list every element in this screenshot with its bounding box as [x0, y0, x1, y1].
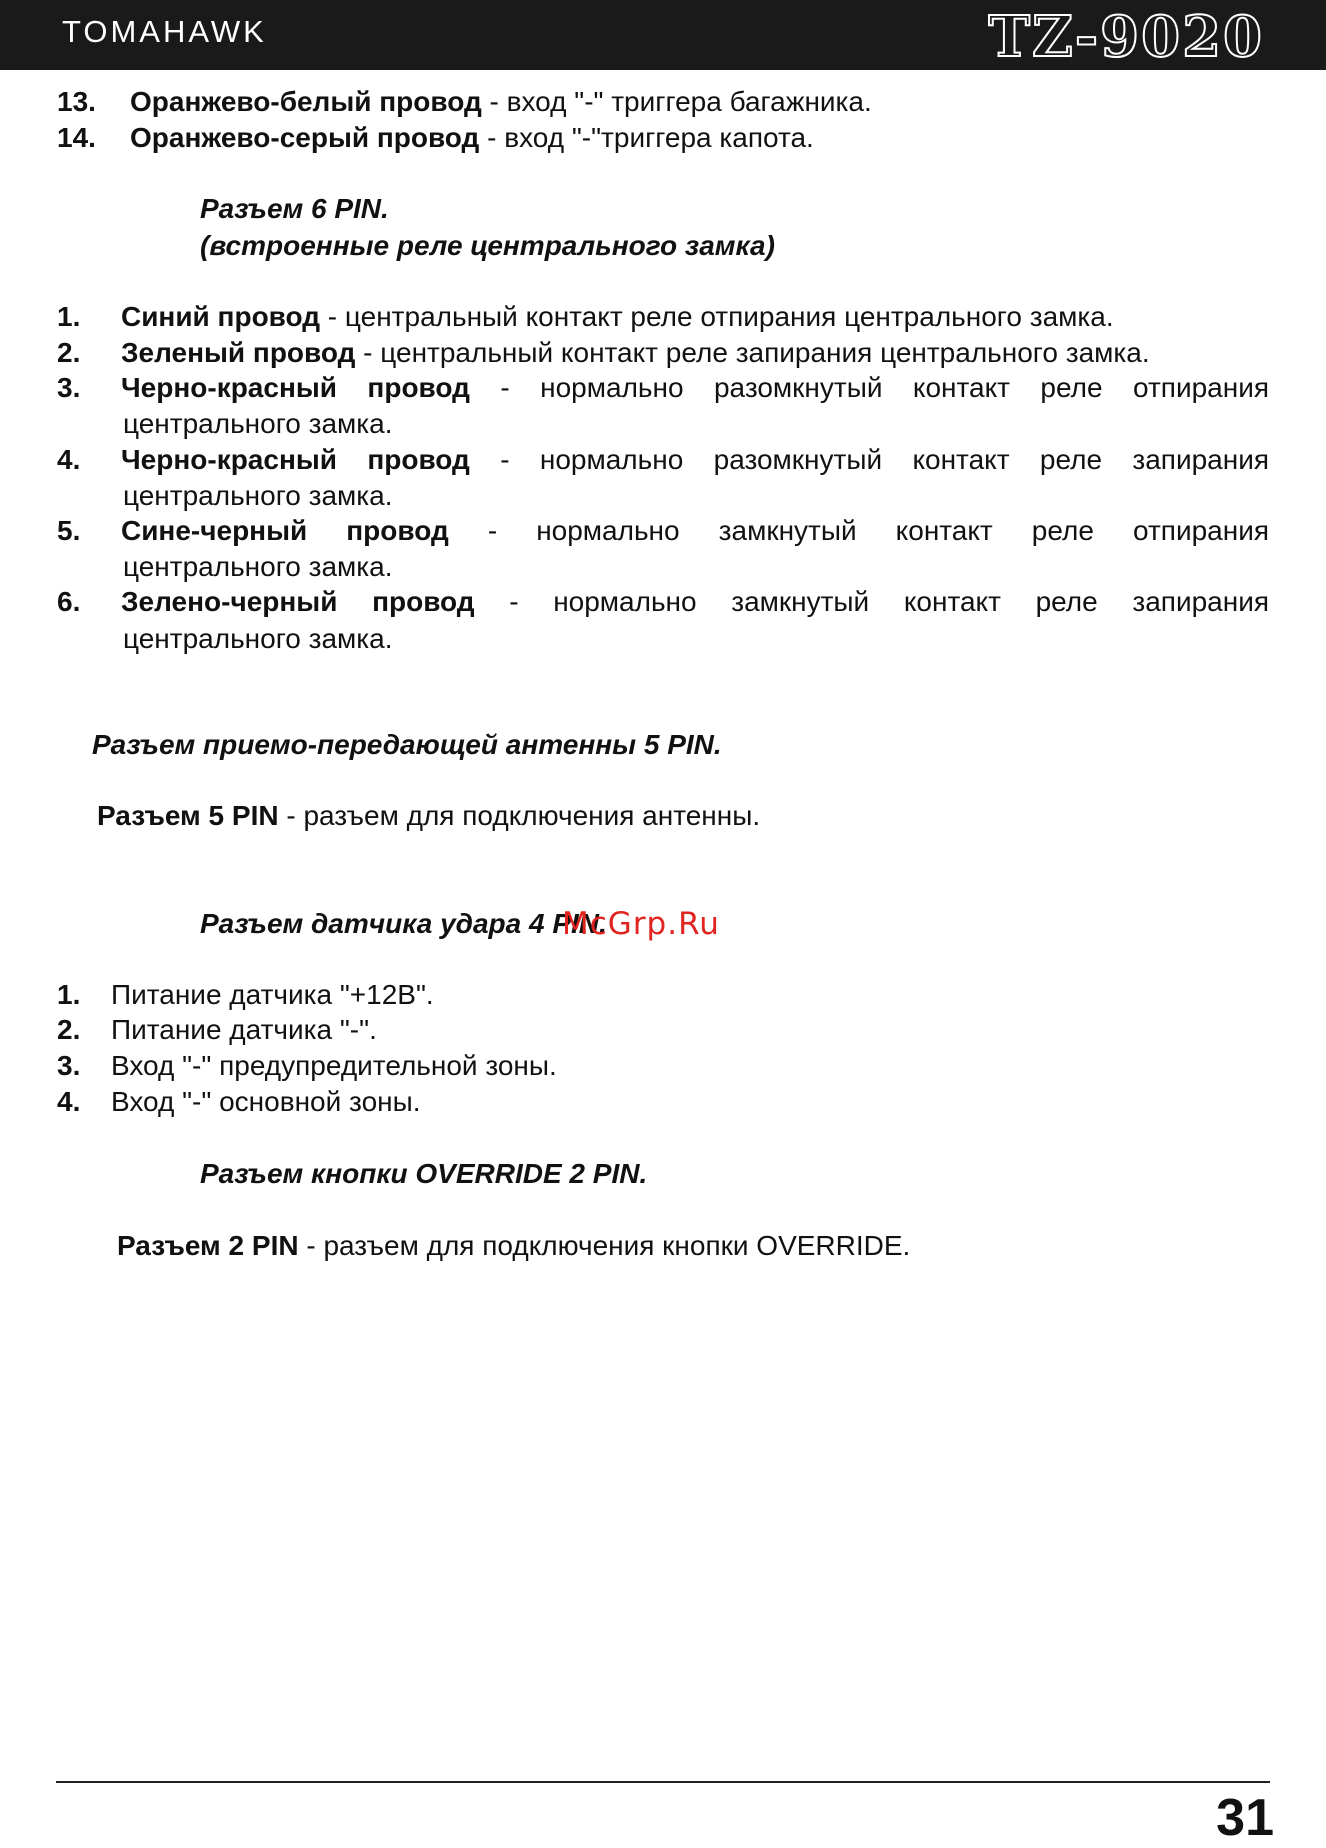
section-heading-shock-sensor: Разъем датчика удара 4 PIN.: [200, 908, 607, 939]
pin-description: Питание датчика "+12В".: [111, 979, 434, 1010]
wire-number: 6.: [57, 586, 81, 617]
header-bar: [0, 0, 1326, 70]
wire-item: [121, 300, 1114, 334]
pin-number: 1.: [57, 979, 81, 1010]
wire-name: Сине-черный провод: [121, 515, 449, 546]
wire-name: Зелено-черный провод: [121, 586, 475, 617]
wire-desc: - нормально разомкнутый контакт реле запирания: [469, 444, 1269, 475]
wire-name: Черно-красный провод: [121, 444, 470, 475]
section-subheading-6pin: (встроенные реле центрального замка): [200, 230, 775, 261]
wire-name: Зеленый провод: [121, 337, 356, 368]
watermark: McGrp.Ru: [562, 906, 720, 942]
pin-number: 3.: [57, 1050, 81, 1081]
page-number: 31: [1216, 1789, 1274, 1847]
wire-item: [121, 336, 1150, 370]
pin-number: 4.: [57, 1086, 81, 1117]
wire-name: Черно-красный провод: [121, 372, 470, 403]
antenna-connector-name: Разъем 5 PIN: [97, 800, 279, 831]
wire-number: 4.: [57, 444, 81, 475]
override-connector-line: [117, 1229, 910, 1263]
pin-description: Вход "-" основной зоны.: [111, 1086, 421, 1117]
wire-desc: - нормально замкнутый контакт реле запирания: [474, 586, 1269, 617]
wire-desc: - вход "-"триггера капота.: [479, 122, 814, 153]
wire-desc-continued: центрального замка.: [123, 551, 393, 582]
pin-number: 2.: [57, 1014, 81, 1045]
override-connector-desc: - разъем для подключения кнопки OVERRIDE.: [298, 1230, 911, 1261]
brand-logo: TOMAHAWK: [62, 14, 267, 49]
wire-item: [121, 442, 1269, 478]
wire-desc: - нормально замкнутый контакт реле отпирания: [448, 515, 1269, 546]
pin-description: Питание датчика "-".: [111, 1014, 377, 1045]
wire-item: [121, 370, 1269, 406]
wire-desc: - нормально разомкнутый контакт реле отпирания: [469, 372, 1269, 403]
section-heading-antenna: Разъем приемо-передающей антенны 5 PIN.: [92, 729, 722, 760]
model-logo: TZ-9020: [988, 4, 1264, 70]
wire-item: [121, 584, 1269, 620]
antenna-connector-line: [97, 799, 760, 833]
wire-number: 5.: [57, 515, 81, 546]
wire-name: Оранжево-белый провод: [130, 86, 482, 117]
wire-number: 13.: [57, 86, 96, 117]
wire-desc: - центральный контакт реле отпирания центрального замка.: [320, 301, 1114, 332]
wire-item: [130, 121, 814, 155]
wire-number: 3.: [57, 372, 81, 403]
wire-desc-continued: центрального замка.: [123, 623, 393, 654]
wire-desc: - вход "-" триггера багажника.: [481, 86, 872, 117]
wire-name: Синий провод: [121, 301, 321, 332]
footer-divider: [56, 1781, 1270, 1783]
section-heading-6pin: Разъем 6 PIN.: [200, 193, 389, 224]
wire-desc-continued: центрального замка.: [123, 480, 393, 511]
wire-item: [130, 85, 872, 119]
wire-number: 2.: [57, 337, 81, 368]
wire-number: 1.: [57, 301, 81, 332]
pin-description: Вход "-" предупредительной зоны.: [111, 1050, 557, 1081]
wire-name: Оранжево-серый провод: [130, 122, 480, 153]
section-heading-override: Разъем кнопки OVERRIDE 2 PIN.: [200, 1158, 648, 1189]
wire-desc-continued: центрального замка.: [123, 408, 393, 439]
override-connector-name: Разъем 2 PIN: [117, 1230, 299, 1261]
wire-desc: - центральный контакт реле запирания центрального замка.: [355, 337, 1150, 368]
wire-item: [121, 513, 1269, 549]
antenna-connector-desc: - разъем для подключения антенны.: [278, 800, 761, 831]
wire-number: 14.: [57, 122, 96, 153]
